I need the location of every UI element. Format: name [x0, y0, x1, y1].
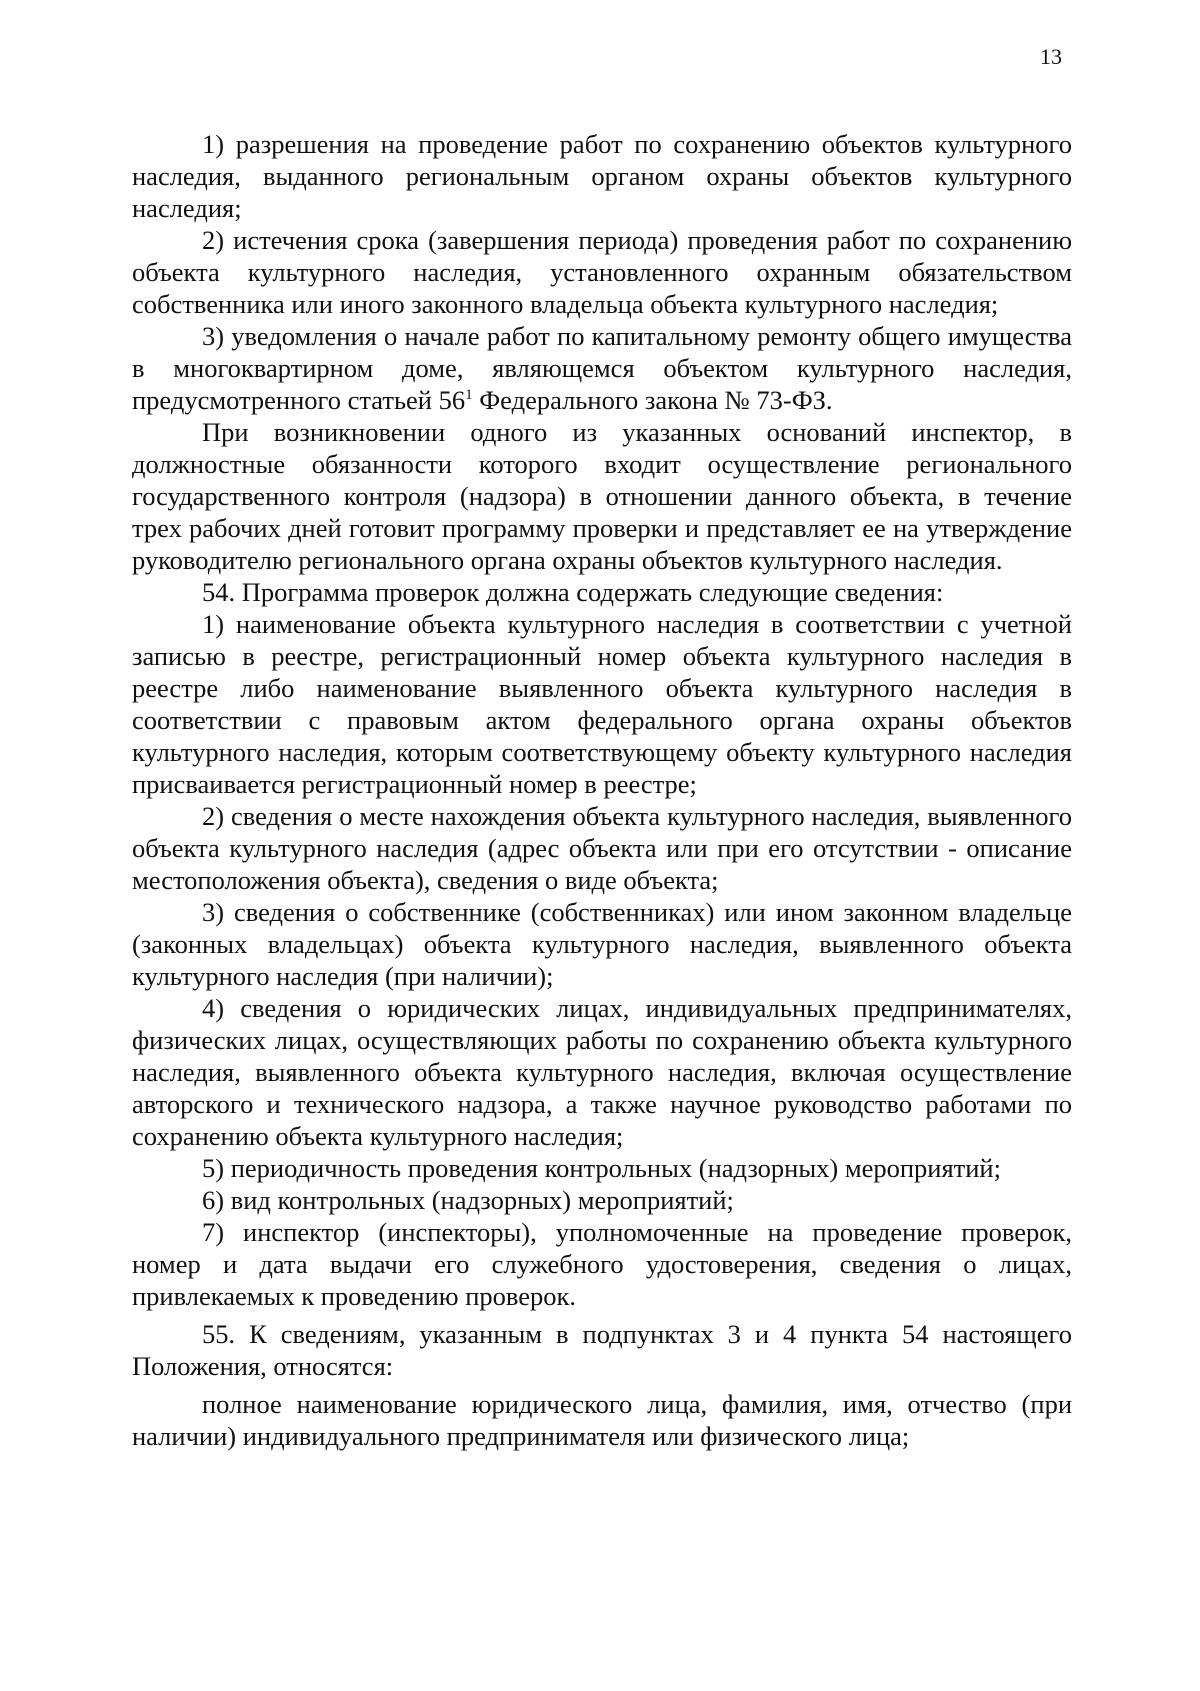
- paragraph-notification: [132, 320, 1072, 416]
- paragraph-54-7: 7) инспектор (инспекторы), уполномоченные на проведение проверок, номер и дата выдачи его служебного удостоверения, сведения о лицах, привлекаемых к проведению проверок.: [132, 1217, 1072, 1311]
- paragraph-notification-text: 3) уведомления о начале работ по капитальному ремонту общего имущества в многоквартирном доме, являющемся объектом культурного наследия, предусмотренного статьей 56: [132, 321, 1072, 415]
- document-body: [132, 128, 1072, 1452]
- page-number: 13: [1040, 44, 1062, 69]
- paragraph-inspector-program: При возникновении одного из указанных оснований инспектор, в должностные обязанности которого входит осуществление регионального государственного контроля (надзора) в отношении данного объекта, в течение трех рабочих дней готовит программу проверки и представляет ее на утверждение руководителю регионального органа охраны объектов культурного наследия.: [132, 417, 1072, 575]
- paragraph-full-name: полное наименование юридического лица, фамилия, имя, отчество (при наличии) индивидуального предпринимателя или физического лица;: [132, 1389, 1072, 1451]
- paragraph-54-5: 5) периодичность проведения контрольных (надзорных) мероприятий;: [202, 1153, 1001, 1183]
- paragraph-notification-tail: Федерального закона № 73-ФЗ.: [472, 385, 833, 415]
- paragraph-item-54: 54. Программа проверок должна содержать следующие сведения:: [202, 577, 944, 607]
- paragraph-54-1: 1) наименование объекта культурного наследия в соответствии с учетной записью в реестре, регистрационный номер объекта культурного наследия в реестре либо наименование выявленного объекта культурного наследия в соответствии с правовым актом федерального органа охраны объектов культурного наследия, которым соответствующему объекту культурного наследия присваивается регистрационный номер в реестре;: [132, 609, 1072, 799]
- paragraph-54-4: 4) сведения о юридических лицах, индивидуальных предпринимателях, физических лицах, осуществляющих работы по сохранению объекта культурного наследия, выявленного объекта культурного наследия, включая осуществление авторского и технического надзора, а также научное руководство работами по сохранению объекта культурного наследия;: [132, 993, 1072, 1151]
- paragraph-permit: 1) разрешения на проведение работ по сохранению объектов культурного наследия, выданного региональным органом охраны объектов культурного наследия;: [132, 129, 1072, 223]
- article-superscript: 1: [465, 387, 473, 403]
- paragraph-54-6: 6) вид контрольных (надзорных) мероприятий;: [202, 1185, 734, 1215]
- paragraph-54-3: 3) сведения о собственнике (собственниках) или ином законном владельце (законных владельцах) объекта культурного наследия, выявленного объекта культурного наследия (при наличии);: [132, 897, 1072, 991]
- paragraph-54-2: 2) сведения о месте нахождения объекта культурного наследия, выявленного объекта культурного наследия (адрес объекта или при его отсутствии - описание местоположения объекта), сведения о виде объекта;: [132, 801, 1072, 895]
- paragraph-item-55: 55. К сведениям, указанным в подпунктах 3 и 4 пункта 54 настоящего Положения, относятся:: [132, 1319, 1072, 1381]
- paragraph-term-expiry: 2) истечения срока (завершения периода) проведения работ по сохранению объекта культурного наследия, установленного охранным обязательством собственника или иного законного владельца объекта культурного наследия;: [132, 225, 1072, 319]
